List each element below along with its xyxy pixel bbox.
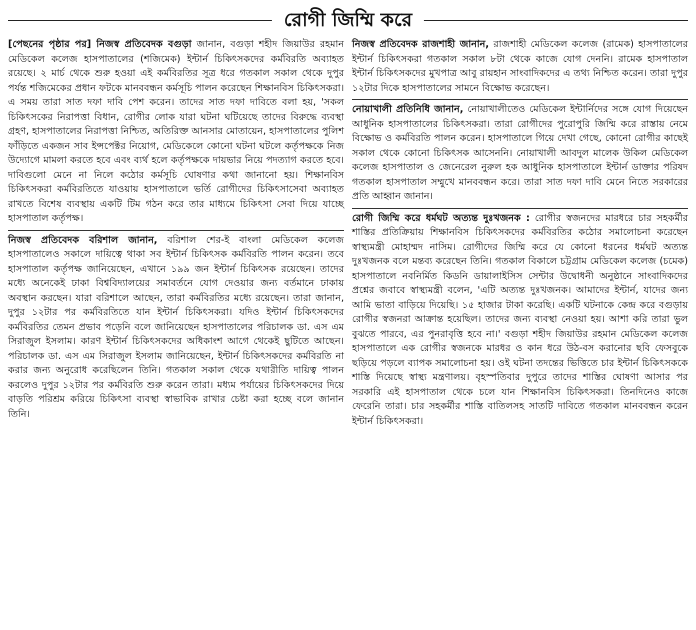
headline: রোগী জিম্মি করে (272, 6, 424, 34)
rajshahi-paragraph (352, 38, 688, 96)
rajshahi-report (352, 38, 688, 99)
headline-bar (8, 6, 688, 34)
barishal-body: বরিশাল শের-ই বাংলা মেডিকেল কলেজ হাসপাতালেও সকালে দায়িত্বে থাকা সব ইন্টার্ন চিকিৎসক কর্মবিরতি পালন করেন। তবে হাসপাতাল কর্তৃপক্ষ জানিয়েছেন, এখানে ১৯৯ জন ইন্টার্ন চিকিৎসক রয়েছেন। তাদের মধ্যে অনেকেই ঢাকা বিশ্ববিদ্যালয়ের সমাবর্তনে যোগ দেওয়ার জন্য বর্তমানে ঢাকায় অবস্থান করছেন। যারা বরিশালে আছেন, তারা কর্মবিরতির মধ্যে রয়েছেন। তারা জানান, দুপুর ১২টার পর কর্মবিরতিতে যান ইন্টার্ন চিকিৎসকরা। যদিও ইন্টার্ন চিকিৎসকদের কর্মবিরতির তেমন প্রভাব পড়েনি বলে জানিয়েছেন হাসপাতালের পরিচালক ডা. এস এম সিরাজুল ইসলাম। কারণ ইন্টার্ন চিকিৎসকদের অধিকাংশ আগে থেকেই ছুটিতে আছেন। পরিচালক ডা. এস এম সিরাজুল ইসলাম জানিয়েছেন, ইন্টার্ন চিকিৎসকদের কর্মবিরতি না করার জন্য অনুরোধ করেছিলেন তিনি। গতকাল সকাল থেকে যথারীতি দায়িত্ব পালন করলেও দুপুর ১২টার পর কর্মবিরতি শুরু করেন তারা। মধ্যম পর্যায়ের চিকিৎসকদের দিয়ে বাড়তি পরিশ্রম করিয়ে চিকিৎসা ব্যবস্থা স্বাভাবিক রাখার চেষ্টা করা হচ্ছে বলে জানান তিনি। (8, 234, 344, 420)
minister-body: রোগীর স্বজনদের মারধরে চার সহকর্মীর শাস্তির প্রতিক্রিয়ায় শিক্ষানবিস চিকিৎসকদের কর্মবিরতির কঠোর সমালোচনা করেছেন স্বাস্থ্যমন্ত্রী মোহাম্মদ নাসিম। রোগীদের জিম্মি করে যে কোনো ধরনের ধর্মঘট অত্যন্ত দুঃখজনক বলে মন্তব্য করেছেন তিনি। গতকাল বিকালে চট্টগ্রাম মেডিকেল কলেজ (চমেক) হাসপাতালে নবনির্মিত কিডনি ডায়ালাইসিস সেন্টার উদ্বোধনী অনুষ্ঠানে সাংবাদিকদের প্রশ্নের জবাবে স্বাস্থ্যমন্ত্রী বলেন, 'এটি অত্যন্ত দুঃখজনক। আমাদের ইন্টার্ন, যাদের জন্য আমি ভাতা বাড়িয়ে দিয়েছি। ১৫ হাজার টাকা করেছি। একটি ঘটনাকে কেন্দ্র করে বগুড়ায় রোগীর স্বজনরা আক্রান্ত হয়েছিল। তাদের জন্য ব্যবস্থা নেওয়া হয়। আশা করি তারা ভুল বুঝতে পারবে, এর পুনরাবৃত্তি হবে না।' বগুড়া শহীদ জিয়াউর রহমান মেডিকেল কলেজ হাসপাতালে এক রোগীর স্বজনকে মারধর ও কান ধরে উঠ-বস করানোর ছবি ফেসবুকে ছড়িয়ে পড়লে ব্যাপক সমালোচনা হয়। ওই ঘটনা তদন্তের ভিত্তিতে চার ইন্টার্ন চিকিৎসককে শাস্তি দিয়েছে স্বাস্থ্য মন্ত্রণালয়। বৃহস্পতিবার দুপুরে তাদের শাস্তির ঘোষণা আসার পর সরকারি এই হাসপাতাল থেকে চলে যান শিক্ষানবিস চিকিৎসকরা। তিনদিনেও কাজে ফেরেনি তারা। চার সহকর্মীর শাস্তি বাতিলসহ সাতটি দাবিতে গতকাল মানববন্ধন করেন ইন্টার্ন চিকিৎসকরা। (352, 212, 688, 427)
rajshahi-dateline: নিজস্ব প্রতিবেদক রাজশাহী জানান, (352, 39, 490, 50)
bogura-report (8, 38, 344, 230)
bogura-paragraph (8, 38, 344, 227)
barishal-report (8, 230, 344, 426)
right-column (352, 38, 688, 432)
bogura-body: জানান, বগুড়া শহীদ জিয়াউর রহমান মেডিকেল কলেজ হাসপাতালের (শজিমেক) ইন্টার্ন চিকিৎসকদের কর্মবিরতি অব্যাহত রয়েছে। ২ মার্চ থেকে শুরু হওয়া এই কর্মবিরতির সূত্র ধরে গতকাল সকাল থেকে দুপুর পর্যন্ত শজিমেকের প্রধান ফটকে মানববন্ধন কর্মসূচি পালন করেছেন শিক্ষানবিস চিকিৎসকরা। এ সময় তারা সাত দফা দাবি পেশ করেন। তাদের সাত দফা দাবিতে বলা হয়, 'সকল চিকিৎসকের নিরাপত্তা বিধান, রোগীর লোক যারা ঘটনা ঘটিয়েছে তাদের বিরুদ্ধে ব্যবস্থা গ্রহণ, হাসপাতালের নিরাপত্তা নিশ্চিত, অতিরিক্ত আনসার মোতায়েন, হাসপাতালের পুলিশ ফাঁড়িতে একজন সাব ইন্সপেক্টর নিয়োগ, মেডিকেলে কোনো ঘটনা ঘটলে কর্তৃপক্ষকে নিজ উদ্যোগে মামলা করতে হবে এবং ব্যর্থ হলে কর্তৃপক্ষকে দায়ভার নিয়ে পদত্যাগ করতে হবে। দাবিগুলো মেনে না নিলে কঠোর কর্মসূচি ঘোষণার কথা জানানো হয়। শিক্ষানবিস চিকিৎসকরা কর্মবিরতিতে যাওয়ায় হাসপাতালে ভর্তি রোগীদের চিকিৎসাসেবা অব্যাহত রাখতে বিশেষ ব্যবস্থায় একটি টিম গঠন করে তার মাধ্যমে চিকিৎসা সেবা দিয়ে যাচ্ছে হাসপাতাল কর্তৃপক্ষ। (8, 39, 344, 224)
article-columns (8, 38, 688, 432)
noakhali-body: নোয়াখালীতেও মেডিকেল ইন্টার্নিদের সঙ্গে যোগ দিয়েছেন আধুনিক হাসপাতালের চিকিৎসকরা। তারা রোগীদের পুরোপুরি জিম্মি করে রাস্তায় নেমে বিক্ষোভ ও কর্মবিরতি পালন করেন। হাসপাতালে গিয়ে দেখা গেছে, কোনো রোগীর কাছেই সকাল থেকে কোনো চিকিৎসক আসেননি। নোয়াখালী আবদুল মালেক উকিল মেডিকেল কলেজ হাসপাতাল ও জেনেরেল নুরুল হক আধুনিক হাসপাতালে ইন্টার্ন ডাক্তার পরিষদ গতকাল হাসপাতাল সম্মুখে মানববন্ধন করে। তারা সাত দফা দাবি মেনে নিতে সরকারের প্রতি আহ্বান জানান। (352, 104, 688, 202)
minister-paragraph (352, 212, 688, 430)
barishal-dateline: নিজস্ব প্রতিবেদক বরিশাল জানান, (8, 234, 158, 246)
bogura-dateline: [পেছনের পৃষ্ঠার পর] নিজস্ব প্রতিবেদক বগুড়া (8, 39, 192, 50)
minister-comment-report (352, 208, 688, 433)
noakhali-paragraph (352, 103, 688, 205)
barishal-paragraph (8, 234, 344, 423)
minister-subhead: রোগী জিম্মি করে ধর্মঘট অত্যন্ত দুঃখজনক : (352, 212, 530, 224)
noakhali-report (352, 99, 688, 208)
rajshahi-body: রাজশাহী মেডিকেল কলেজ (রামেক) হাসপাতালের ইন্টার্ন চিকিৎসকরা গতকাল সকাল ৮টা থেকে কাজে যোগ দেননি। রামেক হাসপাতাল ইন্টার্ন চিকিৎসকদের মুখপাত্র আবু রায়হান সাংবাদিকদের এ তথ্য নিশ্চিত করেন। তারা দুপুর ১২টার দিকে হাসপাতালের সামনে বিক্ষোভ করেছেন। (352, 39, 688, 94)
left-column (8, 38, 344, 432)
noakhali-dateline: নোয়াখালী প্রতিনিধি জানান, (352, 104, 464, 115)
